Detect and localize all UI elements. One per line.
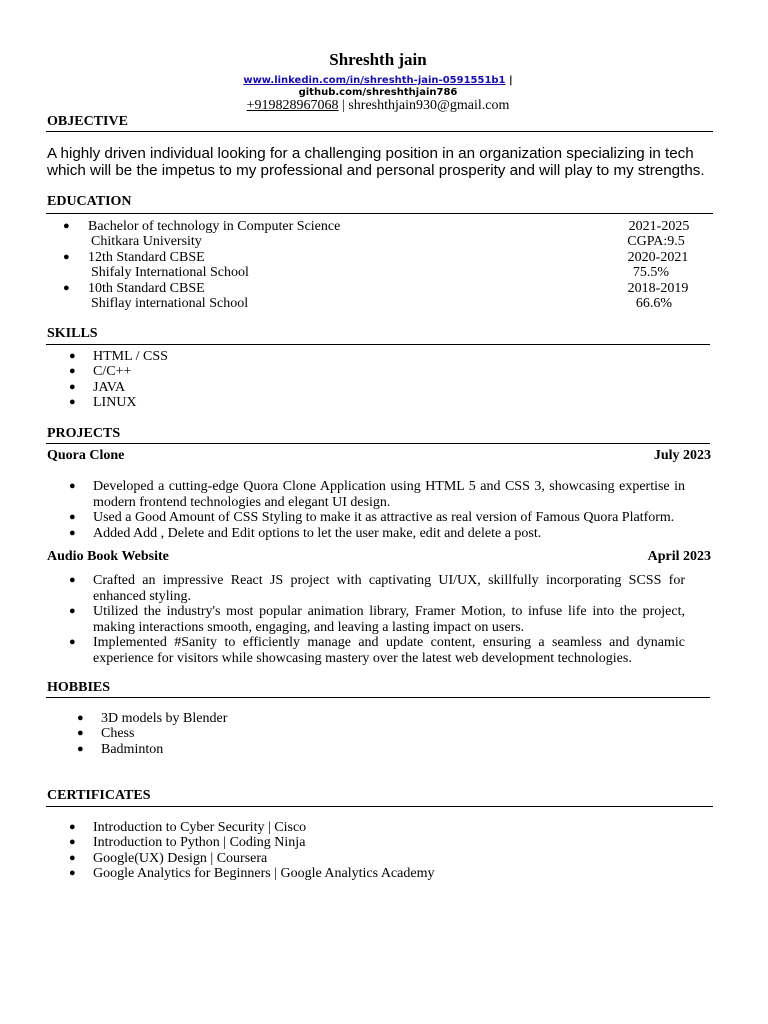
project-date: July 2023 <box>653 448 711 463</box>
projects-heading: PROJECTS <box>47 426 121 441</box>
contact-links <box>0 75 756 99</box>
list-item: ● Added Add , Delete and Edit options to let the user make, edit and delete a post. <box>69 525 542 541</box>
bullet-icon: ● <box>69 380 76 393</box>
candidate-name: Shreshth jain <box>329 50 427 69</box>
certificates-list <box>69 820 435 882</box>
education-entry <box>0 281 768 297</box>
list-item: ● Chess <box>77 726 135 742</box>
list-item: ● Introduction to Cyber Security | Cisco <box>69 820 307 835</box>
github-link[interactable]: github.com/shreshthjain786 <box>298 87 458 98</box>
objective-divider <box>46 131 713 132</box>
linkedin-link[interactable]: www.linkedin.com/in/shreshth-jain-0591551b1 <box>243 75 506 86</box>
skills-divider <box>46 344 710 345</box>
hobbies-heading: HOBBIES <box>47 680 111 695</box>
list-item: ● Used a Good Amount of CSS Styling to make it as attractive as real version of Famous Quora Platform. <box>69 510 675 525</box>
bullet-icon: ● <box>63 251 70 263</box>
link-separator: | <box>505 75 513 86</box>
education-institution: Chitkara University <box>91 234 202 249</box>
list-item: ● LINUX <box>69 395 137 411</box>
list-item: ● Introduction to Python | Coding Ninja <box>69 835 306 851</box>
list-item: ● Badminton <box>77 741 164 757</box>
bullet-icon: ● <box>69 821 76 833</box>
project-date: April 2023 <box>647 549 711 564</box>
education-years: 2021-2025 <box>628 219 690 234</box>
education-degree: 12th Standard CBSE <box>88 250 205 265</box>
bullet-icon: ● <box>69 526 76 539</box>
bullet-icon: ● <box>69 511 76 523</box>
objective-text: A highly driven individual looking for a challenging position in an organization specializing in tech which will be the impetus to my professional and personal prosperity and will play to my strengths. <box>47 145 705 179</box>
education-entry-detail <box>0 296 768 312</box>
projects-divider <box>46 443 710 444</box>
hobbies-list <box>77 711 228 757</box>
bullet-icon: ● <box>69 867 76 880</box>
project-points <box>69 573 685 666</box>
education-heading: EDUCATION <box>47 194 132 209</box>
list-item: ● Google(UX) Design | Coursera <box>69 850 268 866</box>
bullet-icon: ● <box>69 480 76 492</box>
bullet-icon: ● <box>69 605 76 617</box>
education-score: CGPA:9.5 <box>627 234 685 249</box>
bullet-icon: ● <box>69 836 76 849</box>
education-entry-detail <box>0 265 768 281</box>
bullet-icon: ● <box>69 851 76 864</box>
bullet-icon: ● <box>77 742 84 755</box>
list-item: ● Google Analytics for Beginners | Google Analytics Academy <box>69 866 435 882</box>
education-institution: Shifaly International School <box>91 265 249 280</box>
list-item: ● Implemented #Sanity to efficiently manage and update content, ensuring a seamless and dynamic experience for visitors while showcasing mastery over the latest web development technologies. <box>69 635 685 666</box>
bullet-icon: ● <box>69 636 76 648</box>
project-title: Quora Clone <box>47 448 125 463</box>
skills-list <box>69 349 168 411</box>
project-title: Audio Book Website <box>47 549 169 564</box>
skills-heading: SKILLS <box>47 326 98 341</box>
education-entry <box>0 219 768 235</box>
certificates-heading: CERTIFICATES <box>47 788 151 803</box>
education-score: 66.6% <box>635 296 673 311</box>
bullet-icon: ● <box>63 220 70 232</box>
education-score: 75.5% <box>632 265 670 280</box>
phone-link[interactable]: +919828967068 <box>246 98 339 113</box>
bullet-icon: ● <box>69 350 76 362</box>
education-years: 2020-2021 <box>627 250 689 265</box>
email-text: | shreshthjain930@gmail.com <box>338 98 510 113</box>
education-degree: 10th Standard CBSE <box>88 281 205 296</box>
contact-info <box>0 98 756 113</box>
bullet-icon: ● <box>77 712 84 724</box>
certificates-divider <box>46 806 713 807</box>
education-institution: Shiflay international School <box>91 296 249 311</box>
education-entry <box>0 250 768 266</box>
list-item: ● Crafted an impressive React JS project with captivating UI/UX, skillfully incorporating SCSS for enhanced styling. <box>69 573 685 604</box>
bullet-icon: ● <box>69 574 76 586</box>
objective-heading: OBJECTIVE <box>47 114 128 129</box>
list-item: ● Utilized the industry's most popular animation library, Framer Motion, to infuse life into the project, making interactions smooth, engaging, and leaving a lasting impact on users. <box>69 604 685 635</box>
bullet-icon: ● <box>69 396 76 409</box>
bullet-icon: ● <box>69 365 76 378</box>
list-item: ● Developed a cutting-edge Quora Clone Application using HTML 5 and CSS 3, showcasing expertise in modern frontend technologies and elegant UI design. <box>69 479 685 510</box>
project-points <box>69 479 685 541</box>
education-years: 2018-2019 <box>627 281 689 296</box>
hobbies-divider <box>46 697 710 698</box>
education-entry-detail <box>0 234 768 250</box>
bullet-icon: ● <box>77 727 84 740</box>
list-item: ● HTML / CSS <box>69 349 168 364</box>
list-item: ● C/C++ <box>69 364 132 380</box>
education-degree: Bachelor of technology in Computer Science <box>88 219 341 234</box>
education-divider <box>46 213 713 214</box>
list-item: ● 3D models by Blender <box>77 711 228 726</box>
list-item: ● JAVA <box>69 379 126 395</box>
bullet-icon: ● <box>63 282 70 294</box>
